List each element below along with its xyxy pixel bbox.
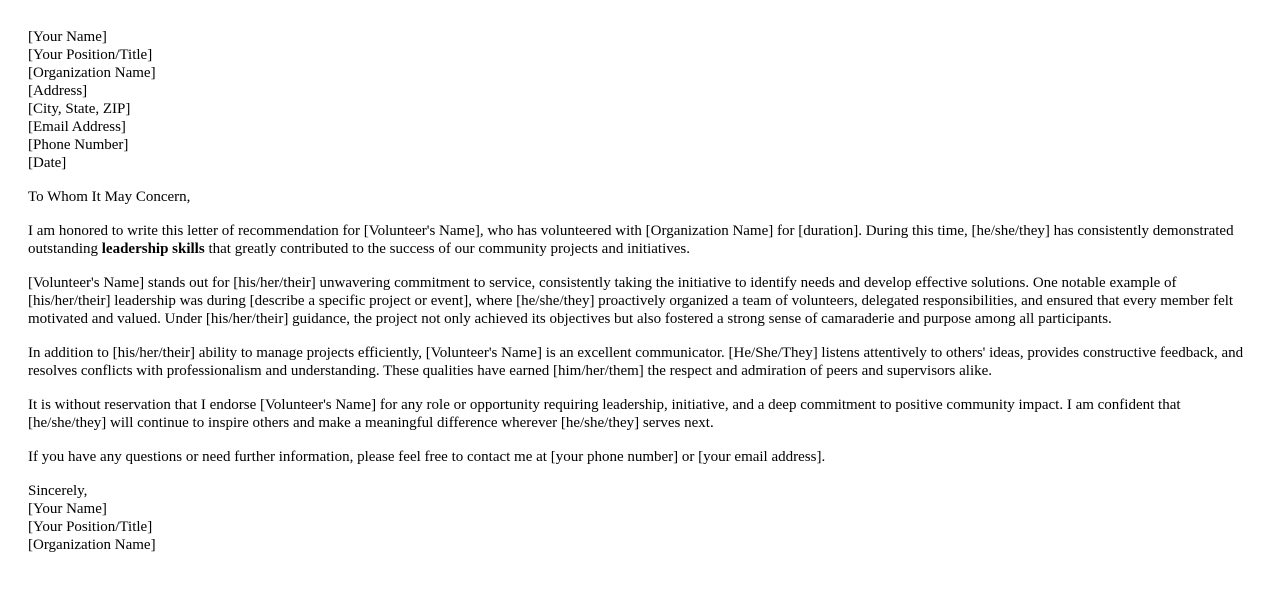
sender-email: [Email Address]: [28, 119, 126, 135]
paragraph-commitment: [Volunteer's Name] stands out for [his/her/their] unwavering commitment to service, consistently taking the initiative to identify needs and develop effective solutions. One notable example of [his/her/their] leadership was during [describe a specific project or event], where [he/she/they] proactively organized a team of volunteers, delegated responsibilities, and ensured that every member felt motivated and valued. Under [his/her/their] guidance, the project not only achieved its objectives but also fostered a strong sense of camaraderie and purpose among all participants.: [28, 275, 1234, 327]
paragraph-intro-text-end: that greatly contributed to the success of our community projects and initiatives.: [204, 241, 690, 257]
sender-city-state-zip: [City, State, ZIP]: [28, 101, 131, 117]
paragraph-communication: In addition to [his/her/their] ability to manage projects efficiently, [Volunteer's Name] is an excellent communicator. [He/She/They] listens attentively to others' ideas, provides constructive feedback, and resolves conflicts with professionalism and understanding. These qualities have earned [him/her/them] the respect and admiration of peers and supervisors alike.: [28, 345, 1244, 379]
closing-block: [28, 482, 1252, 554]
closing-name: [Your Name]: [28, 501, 107, 517]
sender-block: [28, 28, 1252, 172]
sender-phone: [Phone Number]: [28, 137, 129, 153]
closing-organization: [Organization Name]: [28, 537, 156, 553]
sender-address: [Address]: [28, 83, 88, 99]
salutation: To Whom It May Concern,: [28, 189, 191, 205]
paragraph-endorsement: It is without reservation that I endorse [Volunteer's Name] for any role or opportunity requiring leadership, initiative, and a deep commitment to positive community impact. I am confident that [he/she/they] will continue to inspire others and make a meaningful difference wherever [he/she/they] serves next.: [28, 397, 1181, 431]
sign-off: Sincerely,: [28, 483, 88, 499]
paragraph-intro: [28, 222, 1252, 258]
leadership-skills-emphasis: leadership skills: [101, 241, 205, 257]
letter-date: [Date]: [28, 155, 67, 171]
sender-organization: [Organization Name]: [28, 65, 156, 81]
paragraph-intro-text-start: I am honored to write this letter of recommendation for [Volunteer's Name], who has volunteered with [Organization Name] for [duration]. During this time, [he/she/they] has consistently demonstrated outstanding: [28, 223, 1234, 257]
closing-position: [Your Position/Title]: [28, 519, 153, 535]
recommendation-letter: [28, 28, 1252, 554]
sender-name: [Your Name]: [28, 29, 107, 45]
paragraph-contact: If you have any questions or need further information, please feel free to contact me at [your phone number] or [your email address].: [28, 449, 826, 465]
sender-position: [Your Position/Title]: [28, 47, 153, 63]
